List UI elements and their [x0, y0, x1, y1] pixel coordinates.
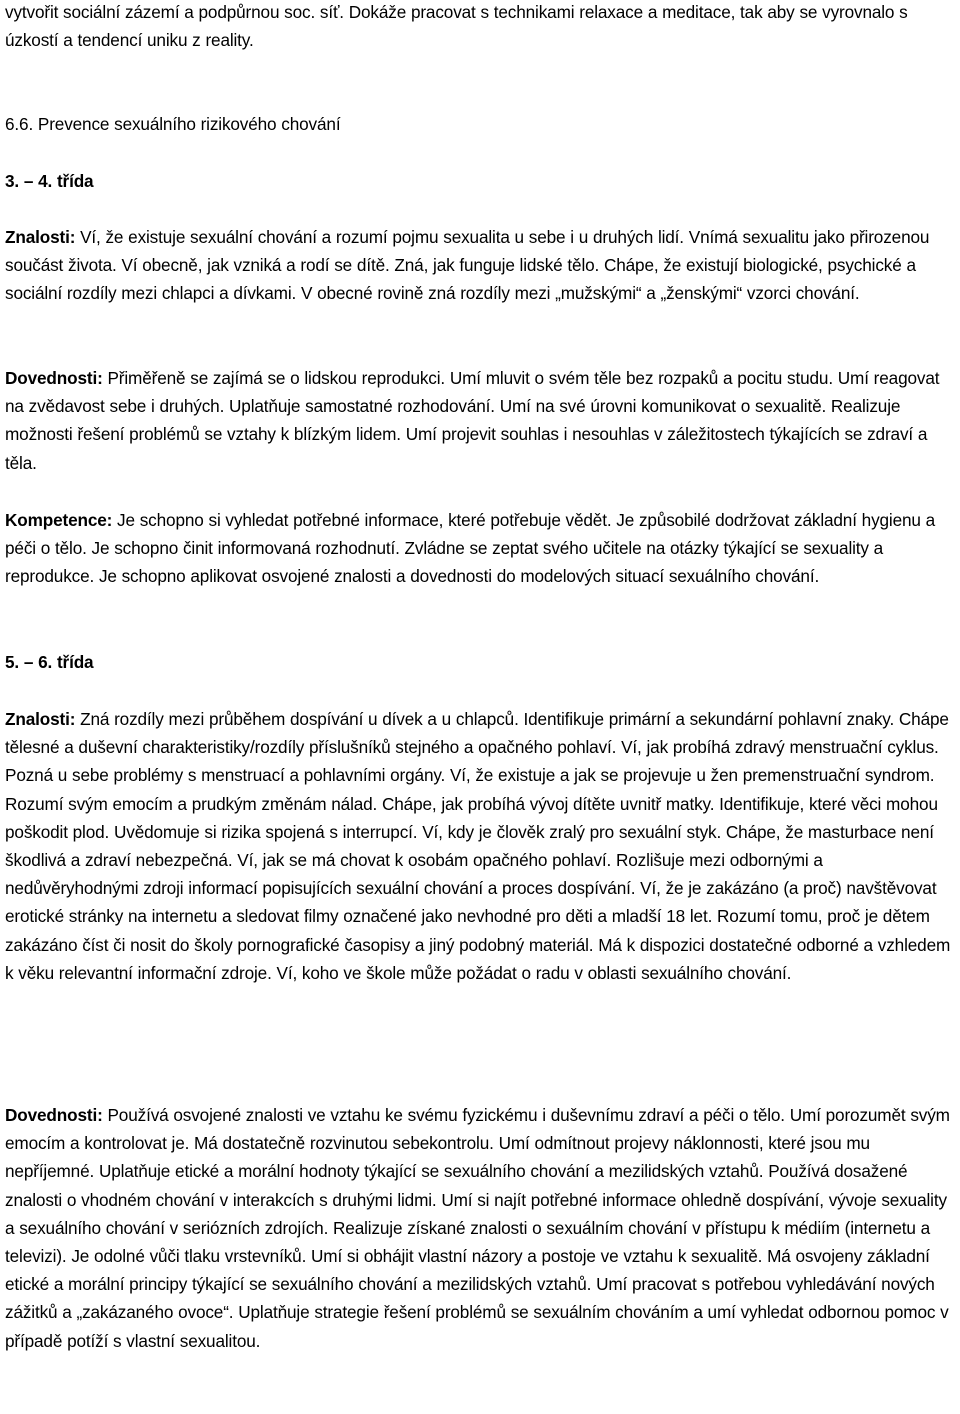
dovednosti-text: Přiměřeně se zajímá se o lidskou reprodukci. Umí mluvit o svém těle bez rozpaků a pocitu studu. Umí reagovat na zvědavost sebe i druhých. Uplatňuje samostatné rozhodování. Umí na své úrovni komunikovat o sexualitě. Realizuje možnosti řešení problémů se vztahy k blízkým lidem. Umí projevit souhlas i nesouhlas v záležitostech týkajících se zdraví a těla. — [5, 368, 940, 473]
znalosti-text: Ví, že existuje sexuální chování a rozumí pojmu sexualita u sebe i u druhých lidí. Vnímá sexualitu jako přirozenou součást života. Ví obecně, jak vzniká a rodí se dítě. Zná, jak funguje lidské tělo. Chápe, že existují biologické, psychické a sociální rozdíly mezi chlapci a dívkami. V obecné rovině zná rozdíly mezi „mužskými“ a „ženskými“ vzorci chování. — [5, 227, 930, 304]
grade-5-6-znalosti-paragraph — [5, 705, 956, 987]
dovednosti-label: Dovednosti: — [5, 1105, 103, 1125]
grade-3-4-znalosti-paragraph — [5, 223, 956, 308]
intro-text: vytvořit sociální zázemí a podpůrnou soc. síť. Dokáže pracovat s technikami relaxace a meditace, tak aby se vyrovnalo s úzkostí a tendencí uniku z reality. — [5, 2, 908, 51]
grade-3-4-kompetence-paragraph — [5, 506, 956, 591]
grade-5-6-dovednosti-paragraph — [5, 1101, 956, 1355]
kompetence-text: Je schopno si vyhledat potřebné informace, které potřebuje vědět. Je způsobilé dodržovat základní hygienu a péči o tělo. Je schopno činit informovaná rozhodnutí. Zvládne se zeptat svého učitele na otázky týkající se sexuality a reprodukce. Je schopno aplikovat osvojené znalosti a dovednosti do modelových situací sexuálního chování. — [5, 510, 936, 587]
section-heading-text: 6.6. Prevence sexuálního rizikového chování — [5, 114, 341, 134]
znalosti-label: Znalosti: — [5, 709, 76, 729]
intro-paragraph — [5, 0, 956, 54]
grade-3-4-dovednosti-paragraph — [5, 364, 956, 477]
grade-3-4-heading-text: 3. – 4. třída — [5, 171, 94, 191]
grade-5-6-heading-text: 5. – 6. třída — [5, 652, 94, 672]
kompetence-label: Kompetence: — [5, 510, 113, 530]
grade-5-6-heading — [5, 648, 956, 676]
section-heading — [5, 110, 956, 138]
dovednosti-text: Používá osvojené znalosti ve vztahu ke svému fyzickému i duševnímu zdraví a péči o tělo. Umí porozumět svým emocím a kontrolovat je. Má dostatečně rozvinutou sebekontrolu. Umí odmítnout projevy náklonnosti, které jsou mu nepříjemné. Uplatňuje etické a morální hodnoty týkající se sexuálního chování a mezilidských vztahů. Používá dosažené znalosti o vhodném chování v interakcích s druhými lidmi. Umí si najít potřebné informace ohledně dospívání, vývoje sexuality a sexuálního chování v seriózních zdrojích. Realizuje získané znalosti o sexuálním chování v přístupu k médiím (internetu a televizi). Je odolné vůči tlaku vrstevníků. Umí si obhájit vlastní názory a postoje ve vztahu k sexualitě. Má osvojeny základní etické a morální principy týkající se sexuálního chování a mezilidských vztahů. Umí pracovat s potřebou vyhledávání nových zážitků a „zakázaného ovoce“. Uplatňuje strategie řešení problémů se sexuálním chováním a umí vyhledat odbornou pomoc v případě potíží s vlastní sexualitou. — [5, 1105, 950, 1351]
znalosti-text: Zná rozdíly mezi průběhem dospívání u dívek a u chlapců. Identifikuje primární a sekundární pohlavní znaky. Chápe tělesné a duševní charakteristiky/rozdíly příslušníků stejného a opačného pohlaví. Ví, jak probíhá zdravý menstruační cyklus. Pozná u sebe problémy s menstruací a pohlavními orgány. Ví, že existuje a jak se projevuje u žen premenstruační syndrom. Rozumí svým emocím a prudkým změnám nálad. Chápe, jak probíhá vývoj dítěte uvnitř matky. Identifikuje, které věci mohou poškodit plod. Uvědomuje si rizika spojená s interrupcí. Ví, kdy je člověk zralý pro sexuální styk. Chápe, že masturbace není škodlivá a zdraví nebezpečná. Ví, jak se má chovat k osobám opačného pohlaví. Rozlišuje mezi odbornými a nedůvěryhodnými zdroji informací popisujících sexuální chování a proces dospívání. Ví, že je zakázáno (a proč) navštěvovat erotické stránky na internetu a sledovat filmy označené jako nevhodné pro děti a mladší 18 let. Rozumí tomu, proč je dětem zakázáno číst či nosit do školy pornografické časopisy a jiný podobný materiál. Má k dispozici dostatečné odborné a vzhledem k věku relevantní informační zdroje. Ví, koho ve škole může požádat o radu v oblasti sexuálního chování. — [5, 709, 951, 983]
znalosti-label: Znalosti: — [5, 227, 76, 247]
grade-3-4-heading — [5, 167, 956, 195]
dovednosti-label: Dovednosti: — [5, 368, 103, 388]
